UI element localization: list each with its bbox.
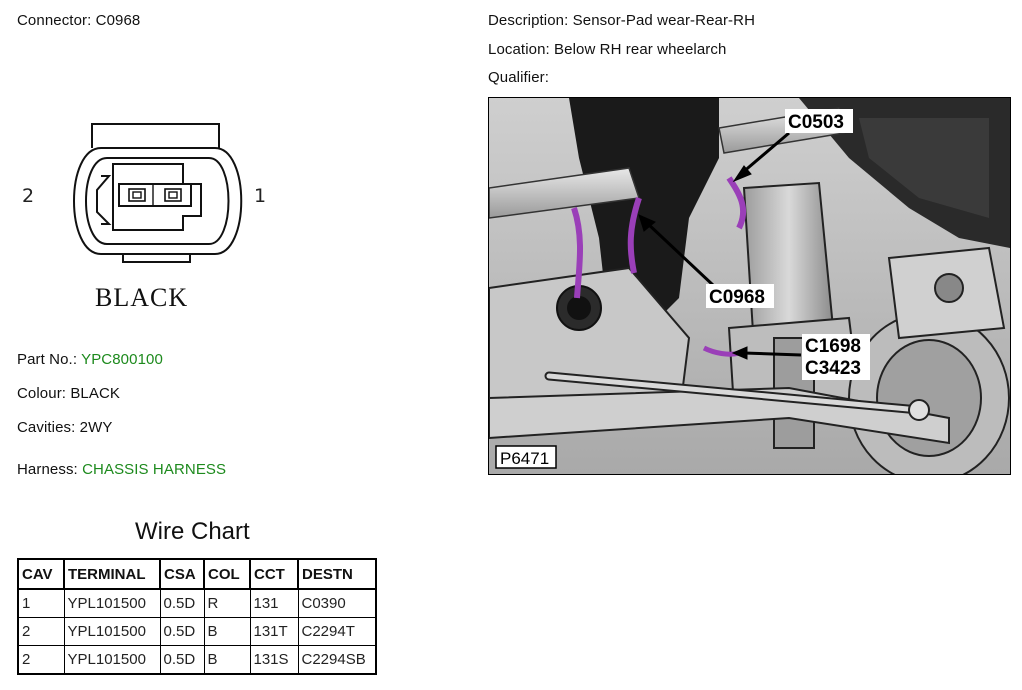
callout-c1698: C1698 [805,336,861,357]
cell-cav: 1 [18,589,64,618]
column-header-col: COL [204,559,250,589]
cavities-text: Cavities: 2WY [17,419,113,436]
column-header-cct: CCT [250,559,298,589]
harness-value: CHASSIS HARNESS [82,461,227,478]
description-text: Description: Sensor-Pad wear-Rear-RH [488,12,756,29]
wire-chart-table [17,558,377,675]
cell-cav: 2 [18,646,64,675]
part-number-value: YPC800100 [81,351,163,368]
figure-id: P6471 [500,449,550,468]
cell-destn: C2294T [298,618,376,646]
connector-face-diagram [45,118,255,270]
location-illustration [488,97,1011,475]
cell-cct: 131 [250,589,298,618]
column-header-cav: CAV [18,559,64,589]
part-number-label: Part No.: [17,351,82,368]
colour-text: Colour: BLACK [17,385,121,402]
harness-label: Harness: [17,461,83,478]
column-header-csa: CSA [160,559,204,589]
qualifier-text: Qualifier: [488,69,550,86]
pin-number-1: 1 [254,185,267,207]
callout-c0968: C0968 [709,287,765,308]
connector-colour-caption: BLACK [95,283,189,312]
column-header-destn: DESTN [298,559,376,589]
location-text: Location: Below RH rear wheelarch [488,41,727,58]
wire-chart-title: Wire Chart [135,518,250,545]
connector-title: Connector: C0968 [17,12,141,29]
cell-col: R [204,589,250,618]
callout-c0503: C0503 [788,112,844,133]
cell-csa: 0.5D [160,589,204,618]
cell-col: B [204,618,250,646]
table-row [18,589,376,618]
cell-terminal: YPL101500 [64,589,160,618]
column-header-terminal: TERMINAL [64,559,160,589]
cell-cct: 131S [250,646,298,675]
cell-col: B [204,646,250,675]
part-number-row [17,351,163,368]
cell-cav: 2 [18,618,64,646]
cell-cct: 131T [250,618,298,646]
suspension-illustration [489,98,1010,474]
callout-c3423: C3423 [805,358,861,379]
cell-destn: C0390 [298,589,376,618]
harness-row [17,461,226,478]
table-row [18,618,376,646]
cell-terminal: YPL101500 [64,618,160,646]
cell-csa: 0.5D [160,618,204,646]
pin-number-2: 2 [22,185,35,207]
table-row [18,646,376,675]
wire-chart-header-row [18,559,376,589]
cell-destn: C2294SB [298,646,376,675]
cell-terminal: YPL101500 [64,646,160,675]
cell-csa: 0.5D [160,646,204,675]
